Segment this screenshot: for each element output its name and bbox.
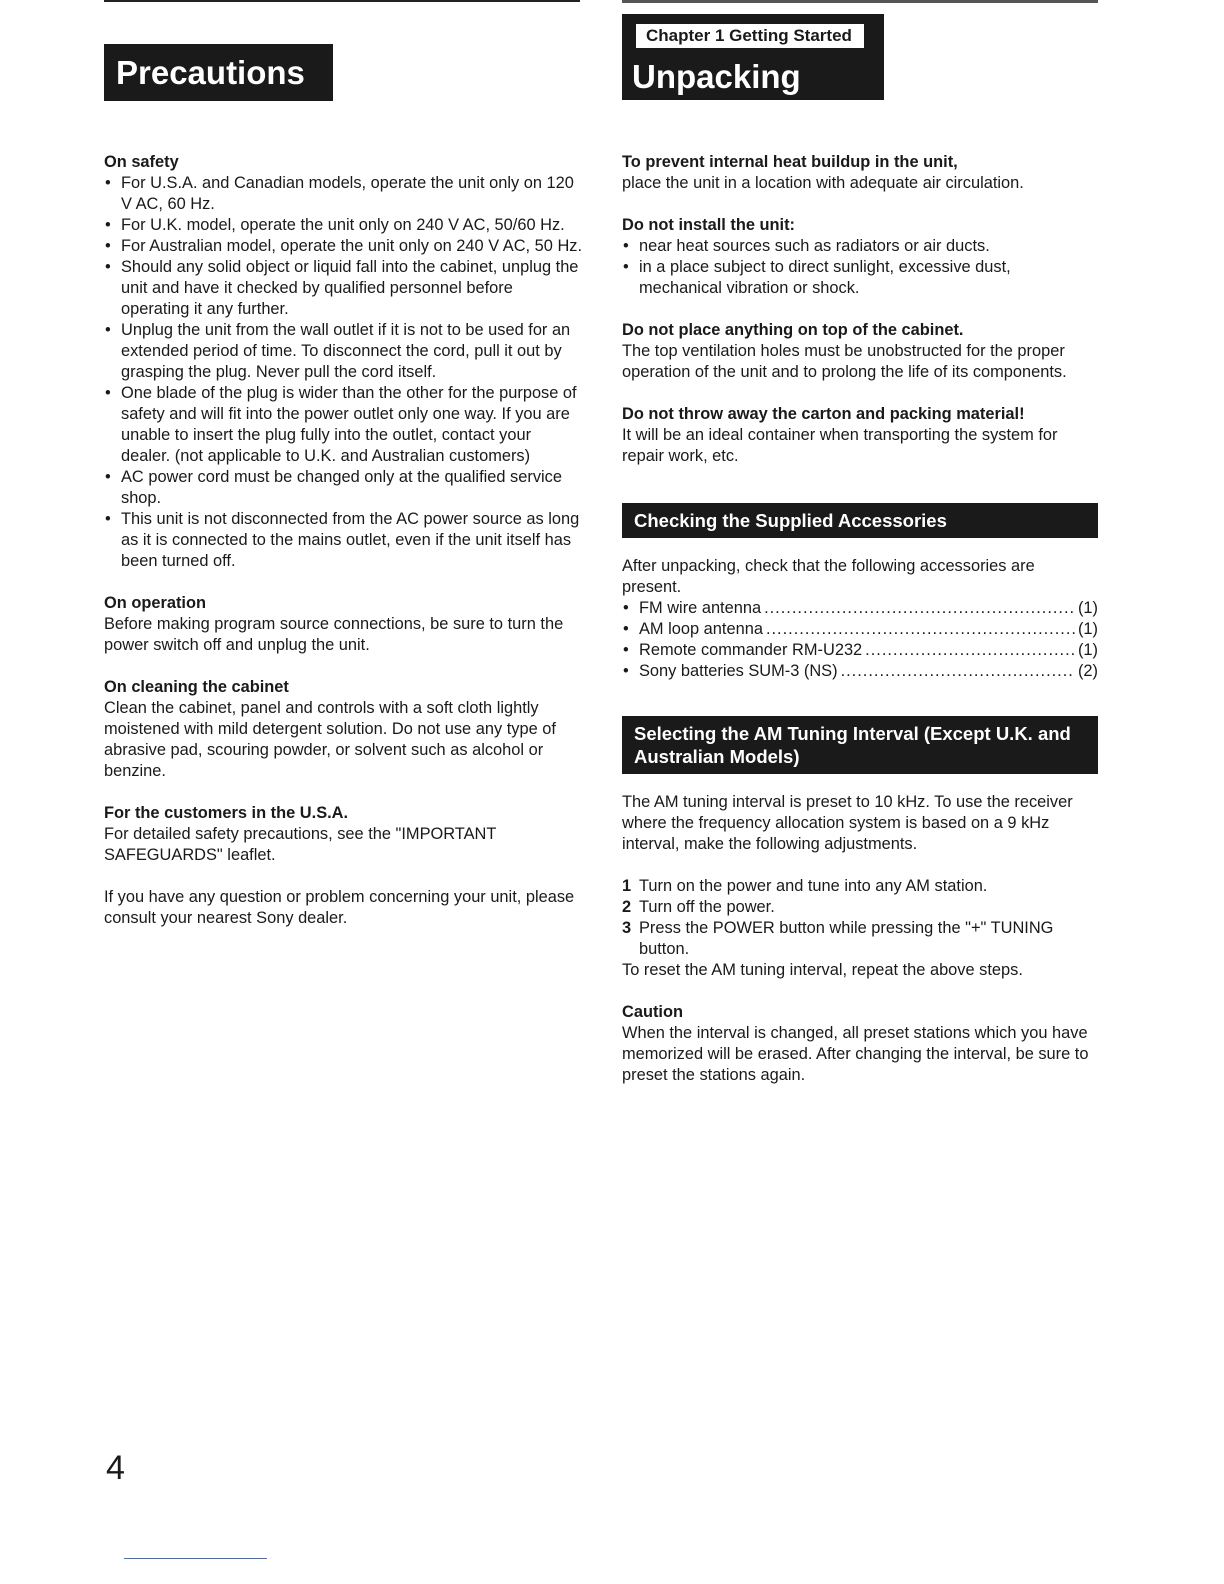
bottom-rule [124, 1558, 267, 1559]
leader-dots [764, 598, 1075, 619]
list-item: • Unplug the unit from the wall outlet if it is not to be used for an extended period of time. To disconnect the cord, pull it out by grasping the plug. Never pull the cord itself. [104, 320, 584, 383]
carton-heading: Do not throw away the carton and packing material! [622, 405, 1025, 423]
step-item [622, 897, 1098, 918]
list-item: • For Australian model, operate the unit only on 240 V AC, 50 Hz. [104, 236, 584, 257]
list-item: • For U.K. model, operate the unit only on 240 V AC, 50/60 Hz. [104, 215, 584, 236]
heat-heading: To prevent internal heat buildup in the unit, [622, 153, 958, 171]
leader-dots [865, 640, 1075, 661]
am-steps [622, 876, 1098, 960]
am-steps-section [622, 876, 1098, 981]
list-item: • in a place subject to direct sunlight, excessive dust, mechanical vibration or shock. [622, 257, 1098, 299]
accessories-intro: After unpacking, check that the following accessories are present. [622, 557, 1035, 596]
operation-section [104, 593, 584, 656]
accessory-qty: (1) [1077, 599, 1098, 617]
accessory-item [622, 661, 1098, 682]
list-item: • AC power cord must be changed only at the qualified service shop. [104, 467, 584, 509]
accessory-name: • FM wire antenna [639, 599, 762, 617]
step-item [622, 918, 1098, 960]
top-text: The top ventilation holes must be unobstructed for the proper operation of the unit and to prolong the life of its components. [622, 342, 1067, 381]
accessories-banner: Checking the Supplied Accessories [622, 503, 1098, 538]
operation-heading: On operation [104, 594, 206, 612]
carton-section [622, 404, 1098, 467]
step-text: Press the POWER button while pressing the "+" TUNING button. [639, 919, 1054, 958]
step-number: 3 [622, 919, 632, 937]
step-text: Turn off the power. [639, 898, 775, 916]
step-number: 1 [622, 877, 632, 895]
safety-list [104, 173, 584, 572]
page-number: 4 [106, 1449, 125, 1487]
list-item: • This unit is not disconnected from the AC power source as long as it is connected to the mains outlet, even if the unit itself has been turned off. [104, 509, 584, 572]
am-reset-text: To reset the AM tuning interval, repeat the above steps. [622, 961, 1023, 979]
cleaning-section [104, 677, 584, 782]
caution-text: When the interval is changed, all preset stations which you have memorized will be erased. After changing the interval, be sure to preset the stations again. [622, 1024, 1089, 1084]
accessories-section [622, 556, 1098, 682]
caution-heading: Caution [622, 1003, 684, 1021]
leader-dots [766, 619, 1075, 640]
accessory-item [622, 640, 1098, 661]
am-banner: Selecting the AM Tuning Interval (Except U.K. and Australian Models) [622, 716, 1098, 774]
list-item: • near heat sources such as radiators or air ducts. [622, 236, 1098, 257]
accessory-item [622, 598, 1098, 619]
step-text: Turn on the power and tune into any AM station. [639, 877, 988, 895]
top-rule-right [622, 0, 1098, 3]
accessory-name: • Remote commander RM-U232 [639, 641, 863, 659]
list-item: • One blade of the plug is wider than the other for the purpose of safety and will fit into the power outlet only one way. If you are unable to insert the plug fully into the outlet, contact your dealer. (not applicable to U.K. and Australian customers) [104, 383, 584, 467]
usa-text: For detailed safety precautions, see the "IMPORTANT SAFEGUARDS" leaflet. [104, 825, 497, 864]
unpacking-title: Unpacking [622, 56, 884, 100]
accessory-name: • AM loop antenna [639, 620, 763, 638]
accessory-item [622, 619, 1098, 640]
top-rule-left [104, 0, 580, 2]
step-item [622, 876, 1098, 897]
top-section [622, 320, 1098, 383]
right-column [622, 152, 1098, 1107]
usa-heading: For the customers in the U.S.A. [104, 804, 349, 822]
step-number: 2 [622, 898, 632, 916]
list-item: • Should any solid object or liquid fall into the cabinet, unplug the unit and have it checked by qualified personnel before operating it any further. [104, 257, 584, 320]
cleaning-heading: On cleaning the cabinet [104, 678, 289, 696]
install-list [622, 236, 1098, 299]
carton-text: It will be an ideal container when transporting the system for repair work, etc. [622, 426, 1058, 465]
heat-section [622, 152, 1098, 194]
am-intro: The AM tuning interval is preset to 10 kHz. To use the receiver where the frequency allocation system is based on a 9 kHz interval, make the following adjustments. [622, 793, 1073, 853]
list-item: • For U.S.A. and Canadian models, operate the unit only on 120 V AC, 60 Hz. [104, 173, 584, 215]
leader-dots [841, 661, 1075, 682]
closing-text: If you have any question or problem concerning your unit, please consult your nearest Sony dealer. [104, 888, 575, 927]
safety-section [104, 152, 584, 572]
accessory-qty: (2) [1077, 662, 1098, 680]
usa-section [104, 803, 584, 866]
cleaning-text: Clean the cabinet, panel and controls with a soft cloth lightly moistened with mild detergent solution. Do not use any type of abrasive pad, scouring powder, or solvent such as alcohol or benzine. [104, 699, 556, 780]
precautions-title: Precautions [104, 44, 333, 101]
accessory-name: • Sony batteries SUM-3 (NS) [639, 662, 838, 680]
chapter-label: Chapter 1 Getting Started [634, 22, 866, 50]
top-heading: Do not place anything on top of the cabinet. [622, 321, 964, 339]
install-heading: Do not install the unit: [622, 216, 795, 234]
caution-section [622, 1002, 1098, 1086]
install-section [622, 215, 1098, 299]
accessory-qty: (1) [1077, 641, 1098, 659]
heat-text: place the unit in a location with adequate air circulation. [622, 174, 1024, 192]
accessory-qty: (1) [1077, 620, 1098, 638]
safety-heading: On safety [104, 153, 179, 171]
operation-text: Before making program source connections, be sure to turn the power switch off and unplug the unit. [104, 615, 564, 654]
left-column [104, 152, 584, 950]
